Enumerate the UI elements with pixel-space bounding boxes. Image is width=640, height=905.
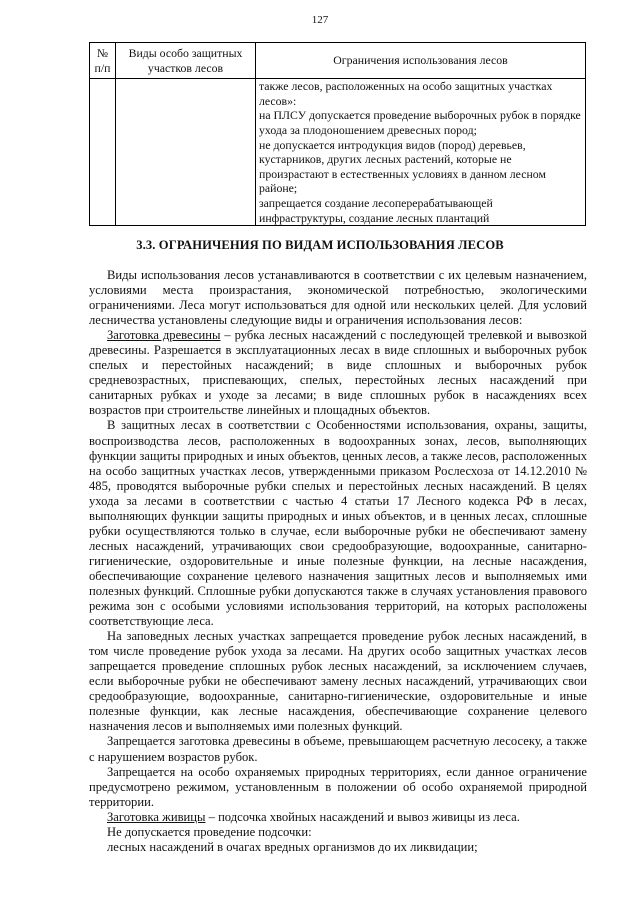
- restriction-line: запрещается создание лесоперерабатывающей инфраструктуры, создание лесных плантаций: [259, 195, 493, 225]
- term-resin-harvesting: Заготовка живицы: [107, 809, 206, 824]
- header-area-type: Виды особо защитных участков лесов: [116, 43, 256, 79]
- paragraph-protected-territories: Запрещается на особо охраняемых природных территориях, если данное ограничение предусмотрено режимом, установленным в положении об особо охраняемой природной территории.: [89, 764, 587, 809]
- paragraph-protective-forests: В защитных лесах в соответствии с Особенностями использования, охраны, защиты, воспроизводства лесов, расположенных в водоохранных зонах, лесов, выполняющих функции защиты природных и иных объектов, ценных лесов, а также лесов, расположенных на особо защитных участках лесов, утвержденными приказом Рослесхоза от 14.12.2010 № 485, проводятся выборочные рубки спелых и перестойных лесных насаждений. В целях ухода за лесами в соответствии с частью 4 статьи 17 Лесного кодекса РФ в лесах, выполняющих функции защиты природных и иных объектов, и в ценных лесах, сплошные рубки осуществляются только в случае, если выборочные рубки не обеспечивают замену лесных насаждений, утрачивающих свои средообразующие, водоохранные, санитарно-гигиенические, оздоровительные и иные полезные функции, на лесные насаждения, обеспечивающие сохранение целевого назначения защитных лесов и выполняемых ими полезных функций. Сплошные рубки допускаются также в случаях установления правового режима зон с особыми условиями использования территорий, на которых расположены соответствующие леса.: [89, 418, 587, 629]
- header-restrictions: Ограничения использования лесов: [256, 43, 586, 79]
- restrictions-table: [89, 42, 586, 226]
- paragraph-reserved-areas: На заповедных лесных участках запрещается проведение рубок лесных насаждений, в том числе проведение рубок ухода за лесами. На других особо защитных участках лесов запрещается проведение сплошных рубок лесных насаждений, за исключением случаев, если выборочные рубки не обеспечивают замену лесных насаждений, утрачивающих свои средообразующие, водоохранные, санитарно-гигиенические, оздоровительные и иные полезные функции, как лесные насаждения, обеспечивающие сохранение целевого назначения лесов и выполняемых ими полезных функций.: [89, 629, 587, 734]
- paragraph-volume-limit: Запрещается заготовка древесины в объеме, превышающем расчетную лесосеку, а также с нарушением возрастов рубок.: [89, 734, 587, 764]
- paragraph-resin-harvesting: [89, 810, 587, 825]
- cell-restrictions: [256, 79, 586, 226]
- body-text: [89, 268, 587, 855]
- cell-number: [90, 79, 116, 226]
- table-row: [90, 79, 586, 226]
- restriction-line: также лесов, расположенных на особо защитных участках лесов»:: [259, 79, 553, 108]
- paragraph-tapping-prohibited: Не допускается проведение подсочки:: [107, 824, 312, 839]
- paragraph-timber-harvesting: [89, 328, 587, 418]
- paragraph-tapping-item: лесных насаждений в очагах вредных организмов до их ликвидации;: [107, 839, 478, 854]
- restriction-line: на ПЛСУ допускается проведение выборочных рубок в порядке ухода за плодоношением древесных пород;: [259, 108, 581, 137]
- paragraph-text: – подсочка хвойных насаждений и вывоз живицы из леса.: [205, 809, 520, 824]
- page-number: 127: [311, 14, 329, 26]
- restriction-line: не допускается интродукция видов (пород) деревьев, кустарников, других лесных растений, которые не произрастают в естественных условиях в данном лесном районе;: [259, 137, 546, 196]
- section-title: 3.3. ОГРАНИЧЕНИЯ ПО ВИДАМ ИСПОЛЬЗОВАНИЯ ЛЕСОВ: [136, 238, 504, 252]
- cell-area-type: [116, 79, 256, 226]
- paragraph-intro: Виды использования лесов устанавливаются в соответствии с их целевым назначением, условиями места произрастания, экономической потребностью, экологическими ограничениями. Леса могут использоваться для одной или нескольких целей. Для условий лесничества установлены следующие виды и ограничения использования лесов:: [89, 268, 587, 328]
- header-number: № п/п: [90, 43, 116, 79]
- term-timber-harvesting: Заготовка древесины: [107, 328, 221, 343]
- table-header-row: [90, 43, 586, 79]
- paragraph-text: – рубка лесных насаждений с последующей трелевкой и вывозкой древесины. Разрешается в эксплуатационных лесах в виде сплошных и выборочных рубок спелых и перестойных насаждений; в виде сплошных и выборочных рубок средневозрастных, приспевающих, спелых, перестойных лесных насаждений при санитарных рубках и уходе за лесами; в виде сплошных рубок в насаждениях всех возрастов при строительстве линейных и площадных объектов.: [89, 328, 587, 418]
